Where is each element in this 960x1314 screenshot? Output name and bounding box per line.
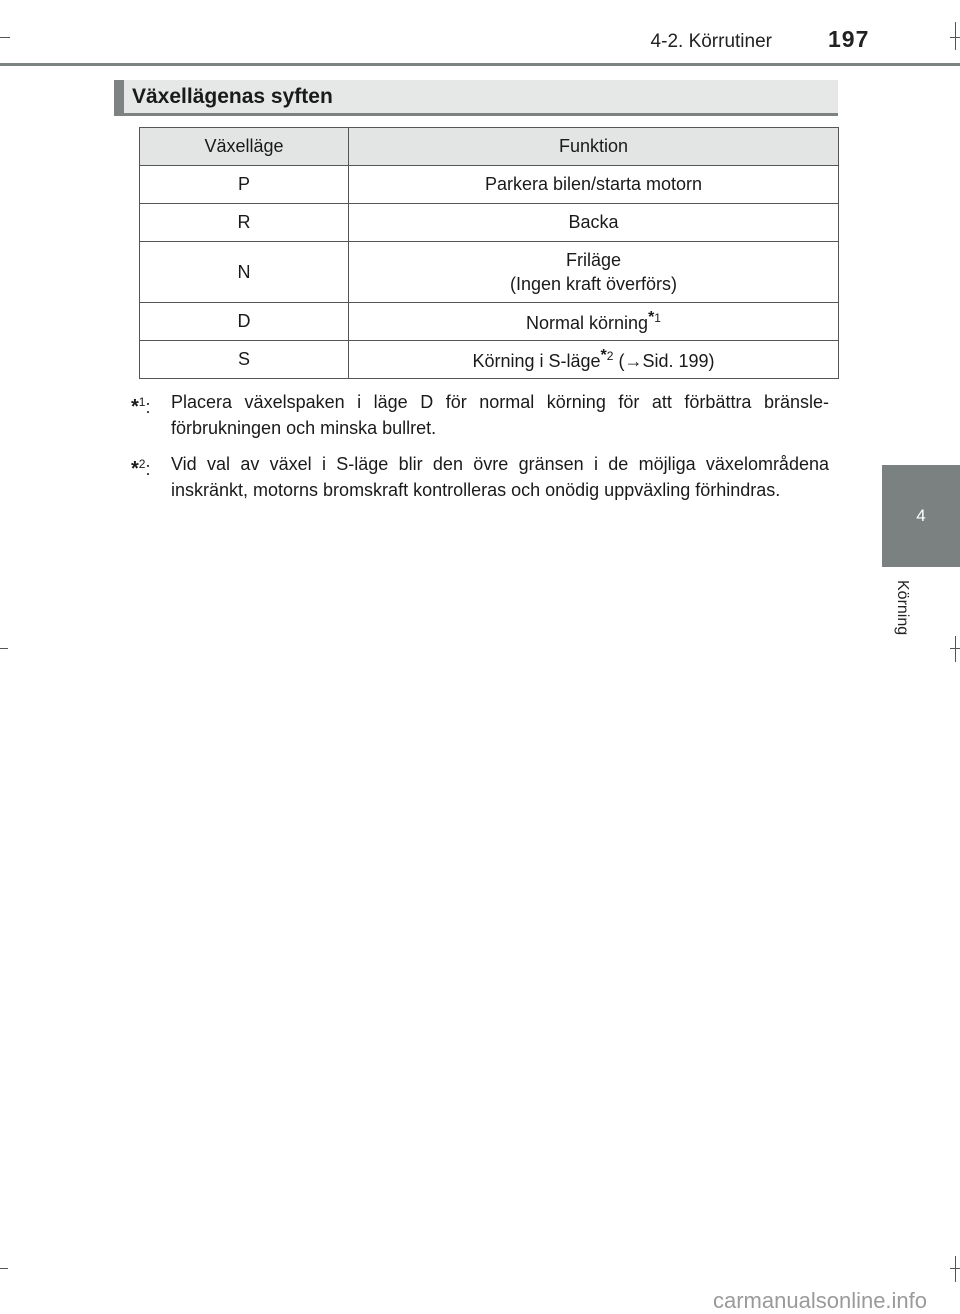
page-reference-link[interactable]: Sid. 199 [642,351,709,371]
crop-mark [0,37,10,38]
footnote-ref: 1 [654,311,661,325]
footnote-marker: *$^2$: [131,457,151,480]
gear-cell: N [140,242,349,303]
gear-cell: R [140,204,349,242]
table-header-function: Funktion [349,128,839,166]
crop-mark [0,648,8,649]
gear-cell: D [140,303,349,341]
function-cell: Backa [349,204,839,242]
function-text: Körning i S-läge [472,351,601,371]
function-cell [349,303,839,341]
crop-mark [955,22,956,50]
chapter-title: Körning [894,580,911,636]
footnote-asterisk: * [131,458,139,480]
footnote-number: 1 [138,395,146,409]
footnote-asterisk: * [648,309,655,326]
footnote [131,451,829,503]
table-row [140,242,839,303]
gear-cell: S [140,341,349,379]
table-row [140,204,839,242]
function-line: (Ingen kraft överförs) [509,274,678,294]
footnote-asterisk: * [131,396,139,418]
footnote-asterisk: * [600,347,607,364]
table-row [140,341,839,379]
chapter-tab [882,465,960,567]
footnote-number: 2 [138,457,146,471]
section-heading [114,80,838,116]
gear-cell: P [140,166,349,204]
gear-table [139,127,839,379]
function-text: Normal körning [526,313,649,333]
section-title: Växellägenas syften [132,85,333,108]
page-number: 197 [828,26,870,52]
section-heading-bar [114,80,124,113]
table-header-row [140,128,839,166]
function-cell: Parkera bilen/starta motorn [349,166,839,204]
table-header-gear: Växelläge [140,128,349,166]
header-rule [0,63,960,66]
table-row [140,303,839,341]
function-line: Friläge [565,250,622,270]
crop-mark [955,636,956,662]
footnote-text: Placera växelspaken i läge D för normal körning för att förbättra bränsle-förbrukningen och minska bullret. [171,392,829,438]
footnote-marker: *$^1$: [131,395,151,418]
header-section-title: 4-2. Körrutiner [650,31,772,52]
arrow-icon: → [624,351,643,371]
footnote-text: Vid val av växel i S-läge blir den övre gränsen i de möjliga växelområdena inskränkt, motorns bromskraft kontrolleras och onödig uppväxling förhindras. [171,454,829,500]
crop-mark [955,1256,956,1282]
function-cell [349,242,839,303]
crop-mark [0,1268,8,1269]
watermark: carmanualsonline.info [713,1288,928,1313]
footnote-ref: 2 [606,349,614,363]
footnote [131,389,829,441]
chapter-number: 4 [916,506,926,525]
function-cell: Körning i S-läge$^{*2}$ (→Sid. 199) [349,341,839,379]
table-row [140,166,839,204]
